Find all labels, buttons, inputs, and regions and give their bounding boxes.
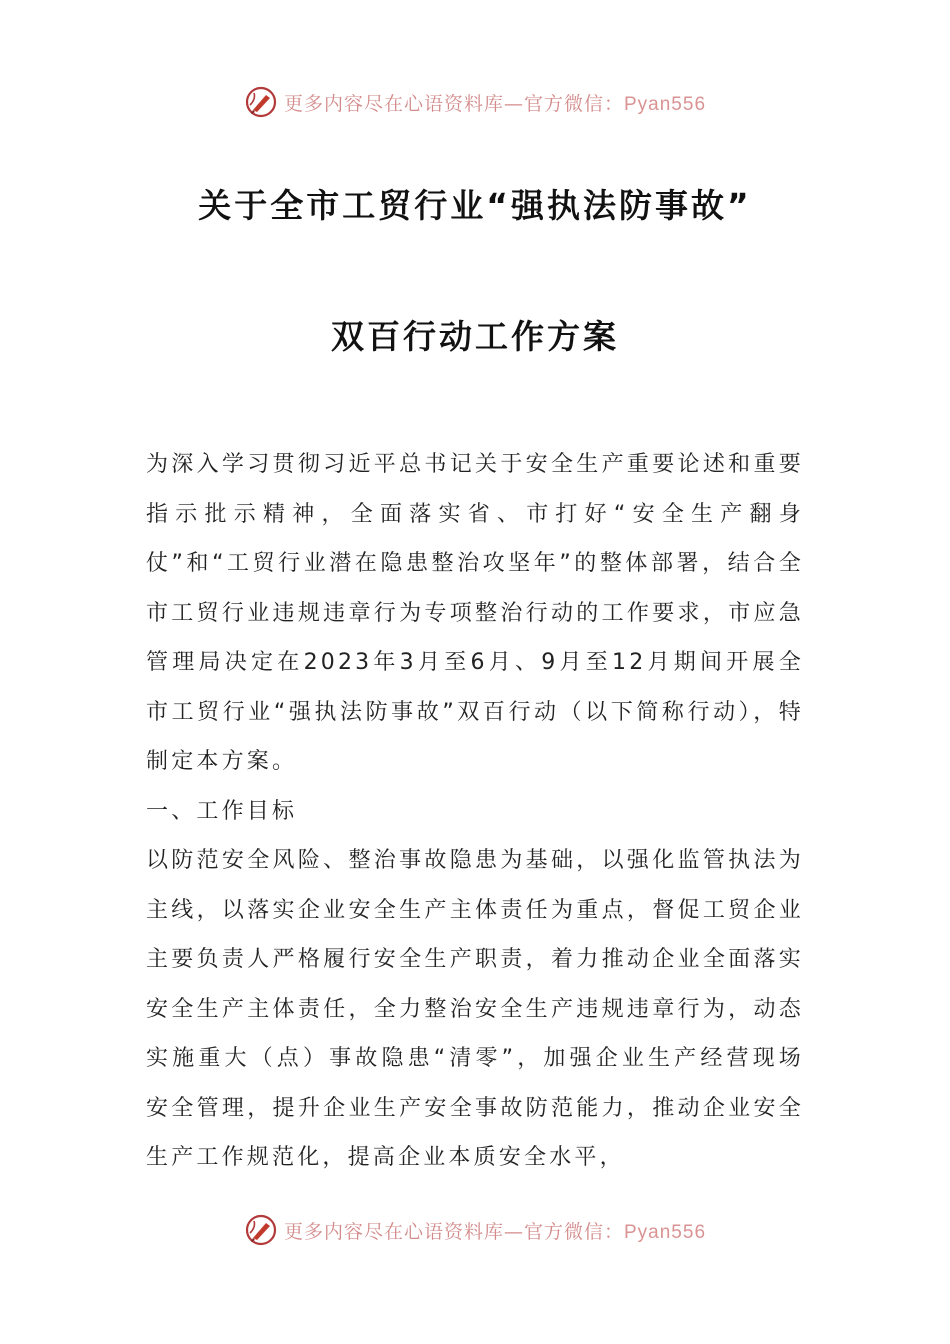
pen-logo-icon <box>244 85 278 119</box>
watermark-handle: Pyan556 <box>624 93 707 115</box>
watermark-prefix: 更多内容尽在心语资料库—官方微信： <box>283 1220 624 1243</box>
section-heading: 一、工作目标 <box>146 798 298 824</box>
intro-paragraph: 为深入学习贯彻习近平总书记关于安全生产重要论述和重要指示批示精神，全面落实省、市打好“安全生产翻身仗”和“工贸行业潜在隐患整治攻坚年”的整体部署，结合全市工贸行业违规违章行为专项整治行动的工作要求，市应急管理局决定在2023年3月至6月、9月至12月期间开展全市工贸行业“强执法防事故”双百行动（以下简称行动），特制定本方案。 <box>146 452 804 774</box>
watermark-handle: Pyan556 <box>624 1221 707 1243</box>
document-title-line1: 关于全市工贸行业“强执法防事故” <box>198 186 752 225</box>
pen-logo-icon <box>244 1213 278 1247</box>
watermark-footer <box>0 1210 950 1250</box>
document-body <box>146 440 804 1183</box>
document-title-line2: 双百行动工作方案 <box>331 317 619 356</box>
watermark-header <box>0 82 950 122</box>
watermark-prefix: 更多内容尽在心语资料库—官方微信： <box>283 92 624 115</box>
section-paragraph: 以防范安全风险、整治事故隐患为基础，以强化监管执法为主线，以落实企业安全生产主体责任为重点，督促工贸企业主要负责人严格履行安全生产职责，着力推动企业全面落实安全生产主体责任，全力整治安全生产违规违章行为，动态实施重大（点）事故隐患“清零”，加强企业生产经营现场安全管理，提升企业生产安全事故防范能力，推动企业安全生产工作规范化，提高企业本质安全水平， <box>146 848 804 1170</box>
watermark-text <box>284 1217 706 1244</box>
watermark-text <box>284 89 706 116</box>
